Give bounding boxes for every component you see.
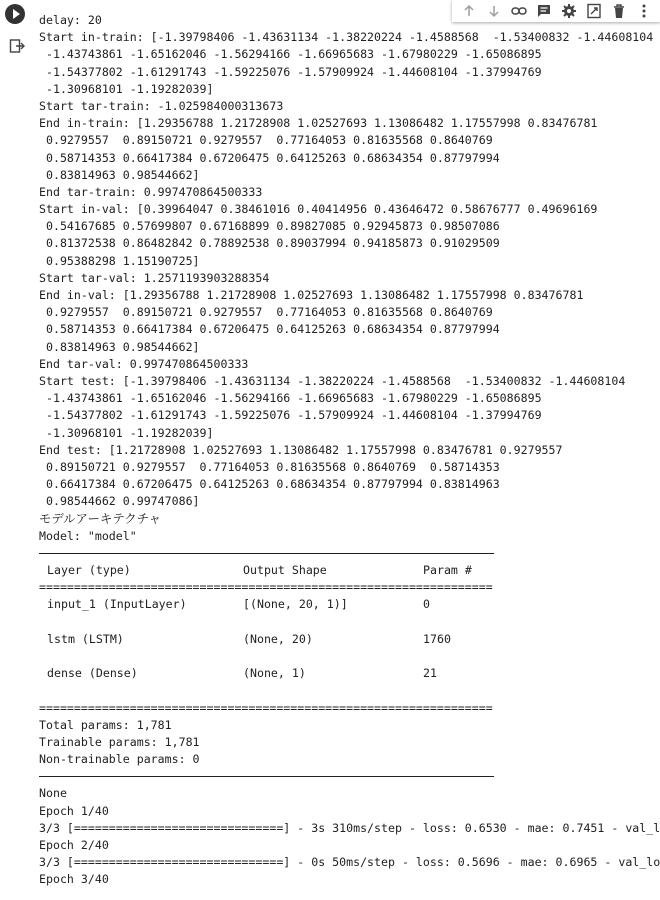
layer-params: 21	[423, 666, 437, 681]
log-line: 0.83814963 0.98544662]	[39, 339, 200, 354]
layer-name: input_1 (InputLayer)	[47, 597, 187, 612]
cell-gutter	[0, 0, 34, 900]
summary-header	[39, 562, 660, 579]
log-line: -1.30968101 -1.19282039]	[39, 425, 214, 440]
run-cell-button[interactable]	[5, 4, 25, 24]
log-line: 3/3 [==============================] - 3s 310ms/step - loss: 0.6530 - mae: 0.7451 - val_l	[39, 820, 660, 835]
log-line: -1.54377802 -1.61291743 -1.59225076 -1.57909924 -1.44608104 -1.37994769	[39, 64, 542, 79]
log-line: Start test: [-1.39798406 -1.43631134 -1.38220224 -1.4588568 -1.53400832 -1.44608104	[39, 373, 626, 388]
summary-rule	[39, 545, 660, 562]
layer-name: dense (Dense)	[47, 666, 138, 681]
log-line: None	[39, 786, 67, 801]
log-line: -1.43743861 -1.65162046 -1.56294166 -1.66965683 -1.67980229 -1.65086895	[39, 47, 542, 62]
log-line: Epoch 2/40	[39, 838, 109, 852]
log-line: -1.54377802 -1.61291743 -1.59225076 -1.57909924 -1.44608104 -1.37994769	[39, 408, 542, 423]
header-output-shape: Output Shape	[243, 563, 327, 577]
trainable-params: Trainable params: 1,781	[39, 734, 200, 749]
log-line: End in-val: [1.29356788 1.21728908 1.02527693 1.13086482 1.17557998 0.83476781	[39, 288, 584, 302]
log-line: End tar-train: 0.997470864500333	[39, 184, 263, 199]
log-line: 0.81372538 0.86482842 0.78892538 0.89037994 0.94185873 0.91029509	[39, 236, 500, 251]
log-line: End in-train: [1.29356788 1.21728908 1.02527693 1.13086482 1.17557998 0.83476781	[39, 116, 598, 131]
log-line: Start in-train: [-1.39798406 -1.43631134 -1.38220224 -1.4588568 -1.53400832 -1.44608104	[39, 30, 654, 45]
log-line: delay: 20	[39, 13, 102, 27]
log-line: 0.9279557 0.89150721 0.9279557 0.77164053 0.81635568 0.8640769	[39, 305, 493, 320]
log-line: 0.66417384 0.67206475 0.64125263 0.68634354 0.87797994 0.83814963	[39, 477, 500, 492]
model-name-line: Model: "model"	[39, 528, 137, 543]
layer-shape: [(None, 20, 1)]	[243, 597, 348, 612]
log-line: 0.95388298 1.15190725]	[39, 253, 200, 268]
summary-eq-rule: =================================================================	[39, 700, 493, 715]
section-title: モデルアーキテクチャ	[39, 511, 162, 527]
log-line: 3/3 [==============================] - 0s 50ms/step - loss: 0.5696 - mae: 0.6965 - val_lo	[39, 855, 660, 870]
total-params: Total params: 1,781	[39, 717, 172, 732]
log-line: 0.98544662 0.99747086]	[39, 494, 200, 509]
log-line: Start tar-train: -1.025984000313673	[39, 98, 284, 113]
log-line: -1.43743861 -1.65162046 -1.56294166 -1.66965683 -1.67980229 -1.65086895	[39, 391, 542, 406]
table-row	[39, 596, 660, 613]
log-line: Epoch 3/40	[39, 872, 109, 887]
log-line: 0.83814963 0.98544662]	[39, 167, 200, 182]
table-row	[39, 631, 660, 648]
layer-params: 0	[423, 597, 430, 612]
log-line: 0.54167685 0.57699807 0.67168899 0.89827085 0.92945873 0.98507086	[39, 219, 500, 234]
log-line: Start tar-val: 1.2571193903288354	[39, 270, 270, 285]
cell-output	[39, 12, 660, 889]
log-line: 0.58714353 0.66417384 0.67206475 0.64125263 0.68634354 0.87797994	[39, 150, 500, 165]
layer-shape: (None, 1)	[243, 666, 306, 681]
layer-params: 1760	[423, 631, 451, 646]
model-summary	[39, 545, 660, 786]
table-row	[39, 665, 660, 682]
header-param: Param #	[423, 563, 472, 577]
header-layer: Layer (type)	[47, 563, 131, 577]
training-log	[39, 785, 660, 888]
log-output	[39, 12, 660, 510]
output-icon[interactable]	[9, 38, 25, 54]
log-line: End test: [1.21728908 1.02527693 1.13086482 1.17557998 0.83476781 0.9279557	[39, 442, 563, 457]
log-line: Start in-val: [0.39964047 0.38461016 0.40414956 0.43646472 0.58676777 0.49696169	[39, 202, 598, 217]
log-line: End tar-val: 0.997470864500333	[39, 356, 249, 371]
non-trainable-params: Non-trainable params: 0	[39, 752, 200, 767]
layer-name: lstm (LSTM)	[47, 631, 124, 646]
log-line: 0.9279557 0.89150721 0.9279557 0.77164053 0.81635568 0.8640769	[39, 133, 493, 148]
log-line: 0.89150721 0.9279557 0.77164053 0.81635568 0.8640769 0.58714353	[39, 459, 500, 474]
log-line: -1.30968101 -1.19282039]	[39, 81, 214, 96]
log-line: Epoch 1/40	[39, 803, 109, 818]
log-line: 0.58714353 0.66417384 0.67206475 0.64125263 0.68634354 0.87797994	[39, 322, 500, 337]
summary-rule	[39, 768, 660, 785]
summary-eq-rule: =================================================================	[39, 580, 493, 595]
layer-shape: (None, 20)	[243, 631, 313, 646]
